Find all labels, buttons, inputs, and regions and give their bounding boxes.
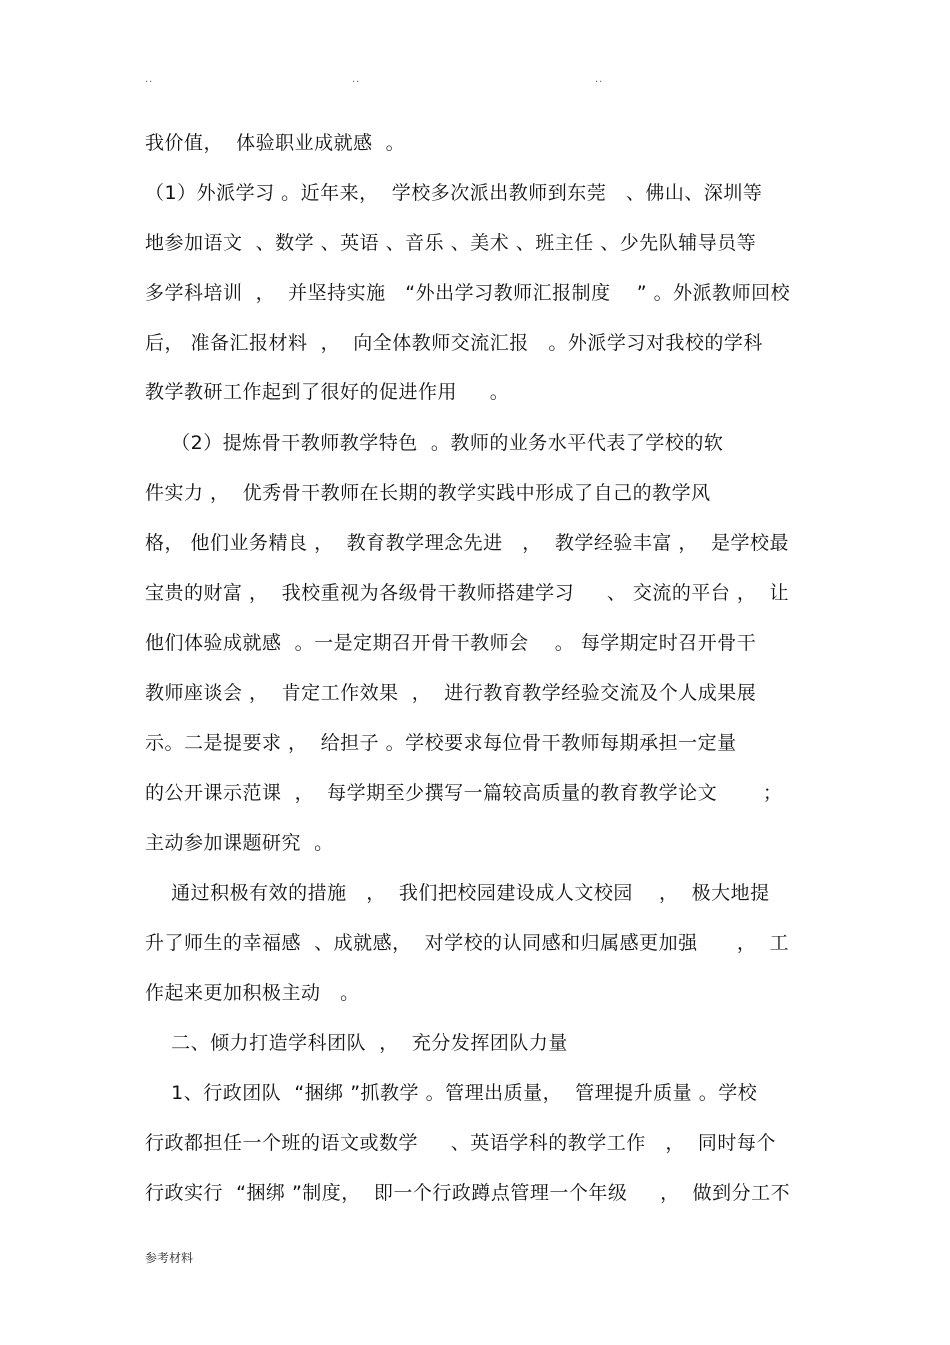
text-line: 作起来更加积极主动 。 bbox=[145, 982, 360, 1004]
text-line: 他们体验成就感 。一是定期召开骨干教师会 。 每学期定时召开骨干 bbox=[145, 632, 757, 654]
text-line: 地参加语文 、数学 、英语 、音乐 、美术 、班主任 、少先队辅导员等 bbox=[145, 232, 757, 254]
text-line: 教学教研工作起到了很好的促进作用 。 bbox=[145, 381, 510, 403]
section-heading: 二、倾力打造学科团队 ， 充分发挥团队力量 bbox=[145, 1032, 568, 1054]
text-line: 后， 准备汇报材料 ， 向全体教师交流汇报 。外派学习对我校的学科 bbox=[145, 332, 763, 354]
text-line: 宝贵的财富 ， 我校重视为各级骨干教师搭建学习 、 交流的平台 ， 让 bbox=[145, 582, 789, 604]
text-line: 1、行政团队 “捆绑 ”抓教学 。管理出质量， 管理提升质量 。学校 bbox=[145, 1082, 758, 1104]
text-line: 教师座谈会 ， 肯定工作效果 ， 进行教育教学经验交流及个人成果展 bbox=[145, 682, 757, 704]
text-line: 通过积极有效的措施 ， 我们把校园建设成人文校园 ， 极大地提 bbox=[145, 882, 770, 904]
text-line: 件实力 ， 优秀骨干教师在长期的教学实践中形成了自己的教学风 bbox=[145, 482, 711, 504]
header-dot-3: .. bbox=[595, 74, 604, 85]
text-line: （1）外派学习 。近年来， 学校多次派出教师到东莞 、佛山、深圳等 bbox=[145, 182, 763, 204]
header-dot-2: .. bbox=[352, 74, 361, 85]
text-line: 示。二是提要求 ， 给担子 。学校要求每位骨干教师每期承担一定量 bbox=[145, 732, 737, 754]
header-dot-1: .. bbox=[145, 74, 154, 85]
text-line: 行政都担任一个班的语文或数学 、英语学科的教学工作 ， 同时每个 bbox=[145, 1132, 776, 1154]
text-line: 格， 他们业务精良 ， 教育教学理念先进 ， 教学经验丰富 ， 是学校最 bbox=[145, 532, 789, 554]
text-line: 我价值， 体验职业成就感 。 bbox=[145, 132, 406, 154]
text-line: 升了师生的幸福感 、成就感， 对学校的认同感和归属感更加强 ， 工 bbox=[145, 932, 789, 954]
text-line: 主动参加课题研究 。 bbox=[145, 832, 334, 854]
text-line: 行政实行 “捆绑 ”制度， 即一个行政蹲点管理一个年级 ， 做到分工不 bbox=[145, 1182, 791, 1204]
text-line: （2）提炼骨干教师教学特色 。教师的业务水平代表了学校的软 bbox=[145, 432, 724, 454]
text-line: 多学科培训 ， 并坚持实施 “外出学习教师汇报制度 ” 。外派教师回校 bbox=[145, 282, 791, 304]
page-footer: 参考材料 bbox=[145, 1251, 194, 1265]
text-line: 的公开课示范课 ， 每学期至少撰写一篇较高质量的教育教学论文 ； bbox=[145, 782, 783, 804]
